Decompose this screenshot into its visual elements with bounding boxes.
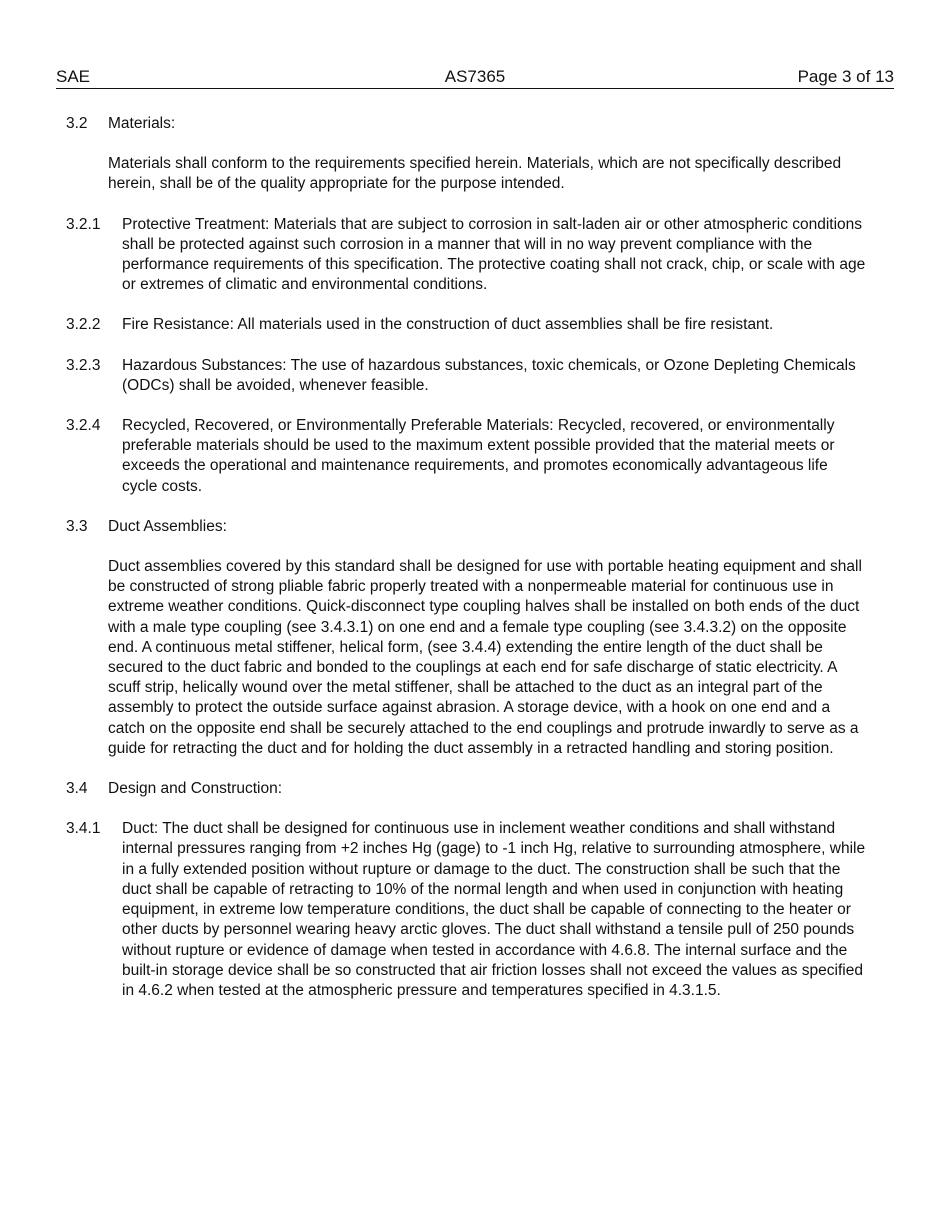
page-header [56,66,894,89]
section-number: 3.3 [66,517,88,535]
section-number: 3.2.4 [66,417,101,435]
section-paragraph: Duct assemblies covered by this standard shall be designed for use with portable heating equipment and shall be constructed of strong pliable fabric properly treated with a nonpermeable material for continuous use in extreme weather conditions. Quick-disconnect type coupling halves shall be installed on both ends of the duct with a male type coupling (see 3.4.3.1) on one end and a female type coupling (see 3.4.3.2) on the opposite end. A continuous metal stiffener, helical form, (see 3.4.4) extending the entire length of the duct shall be secured to the duct fabric and bonded to the couplings at each end for safe discharge of static electricity. A scuff strip, helically wound over the metal stiffener, shall be attached to the duct as an integral part of the assembly to protect the outside surface against abrasion. A storage device, with a hook on one end and a catch on the opposite end shall be securely attached to the end couplings and protrude inwardly to serve as a guide for retracting the duct and for holding the duct assembly in a retracted handling and storing position. [108,558,862,757]
section-number: 3.2.3 [66,356,101,374]
section-number: 3.4.1 [66,820,101,838]
header-org: SAE [56,67,91,86]
section-paragraph: Hazardous Substances: The use of hazardous substances, toxic chemicals, or Ozone Depleting Chemicals (ODCs) shall be avoided, whenever feasible. [122,356,856,394]
section-number: 3.2.1 [66,215,101,233]
section-3-2-1 [66,215,866,296]
section-paragraph: Duct: The duct shall be designed for continuous use in inclement weather conditions and shall withstand internal pressures ranging from +2 inches Hg (gage) to -1 inch Hg, relative to surrounding atmosphere, while in a fully extended position without rupture or damage to the duct. The construction shall be such that the duct shall be capable of retracting to 10% of the normal length and when used in conjunction with heating equipment, in extreme low temperature conditions, the duct shall be capable of connecting to the heater or other ducts by personnel wearing heavy arctic gloves. The duct shall withstand a tensile pull of 250 pounds without rupture or evidence of damage when tested in accordance with 4.6.8. The internal surface and the built-in storage device shall be so constructed that air friction losses shall not exceed the values as specified in 4.6.2 when tested at the atmospheric pressure and temperatures specified in 4.3.1.5. [122,820,866,999]
section-paragraph: Fire Resistance: All materials used in the construction of duct assemblies shall be fire resistant. [122,316,774,334]
section-3-2 [66,114,866,195]
section-3-4-1 [66,819,866,1001]
section-3-2-2 [66,315,866,335]
header-doc-number: AS7365 [444,67,506,86]
document-body [66,114,866,1001]
header-page-number: Page 3 of 13 [797,67,894,86]
section-3-2-4 [66,416,866,497]
section-3-3 [66,517,866,759]
section-paragraph: Materials shall conform to the requirements specified herein. Materials, which are not specifically described herein, shall be of the quality appropriate for the purpose intended. [108,155,842,193]
section-paragraph: Recycled, Recovered, or Environmentally Preferable Materials: Recycled, recovered, or environmentally preferable materials should be used to the maximum extent possible provided that the material meets or exceeds the operational and maintenance requirements, and promotes economically advantageous life cycle costs. [122,417,835,495]
section-heading: Design and Construction: [108,780,283,798]
section-number: 3.2 [66,115,88,132]
section-heading: Duct Assemblies: [108,517,227,535]
section-3-4 [66,779,866,799]
section-heading: Materials: [108,115,176,132]
section-number: 3.4 [66,780,88,798]
section-number: 3.2.2 [66,316,101,334]
section-3-2-3 [66,356,866,396]
section-paragraph: Protective Treatment: Materials that are subject to corrosion in salt-laden air or other atmospheric conditions shall be protected against such corrosion in a manner that will in no way prevent compliance with the performance requirements of this specification. The protective coating shall not crack, chip, or scale with age or extremes of climatic and environmental conditions. [122,215,866,294]
